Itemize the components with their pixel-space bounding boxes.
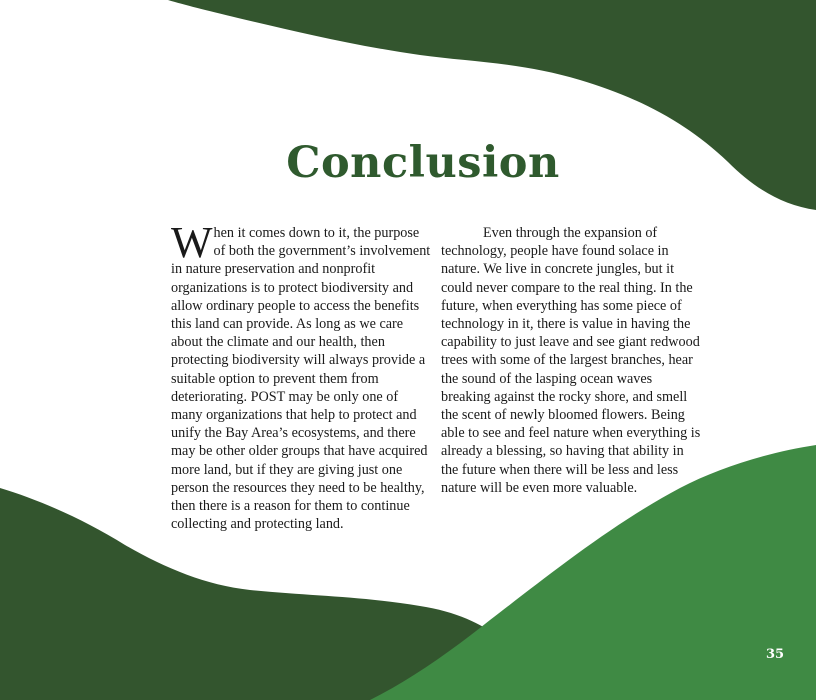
- page-title: Conclusion: [286, 138, 560, 188]
- drop-cap: W: [171, 218, 213, 267]
- page-number: 35: [766, 647, 785, 662]
- right-column-text: Even through the expansion of technology, people have found solace in nature. We live in concrete jungles, but it could never compare to the real thing. In the future, when everything has some piece of technology in it, there is value in having the capability to just leave and see giant redwood trees with some of the largest branches, hear the sound of the lasping ocean waves breaking against the rocky shore, and smell the scent of newly bloomed flowers. Being able to see and feel nature when everything is already a blessing, so having that ability in the future when there will be less and less nature will be even more valuable.: [441, 225, 701, 496]
- left-column-text: hen it comes down to it, the purpose of both the government’s involvement in nature preservation and nonprofit organizations is to protect biodiversity and allow ordinary people to access the benefits this land can provide. As long as we care about the climate and our health, then protecting biodiversity will always provide a suitable option to prevent them from deteriorating. POST may be only one of many organizations that help to protect and unify the Bay Area’s ecosystems, and there may be other older groups that have acquired more land, but if they are giving just one person the resources they need to be healthy, then there is a reason for them to continue collecting and protecting land.: [171, 225, 431, 533]
- left-column: [171, 218, 433, 533]
- right-column: [441, 224, 703, 497]
